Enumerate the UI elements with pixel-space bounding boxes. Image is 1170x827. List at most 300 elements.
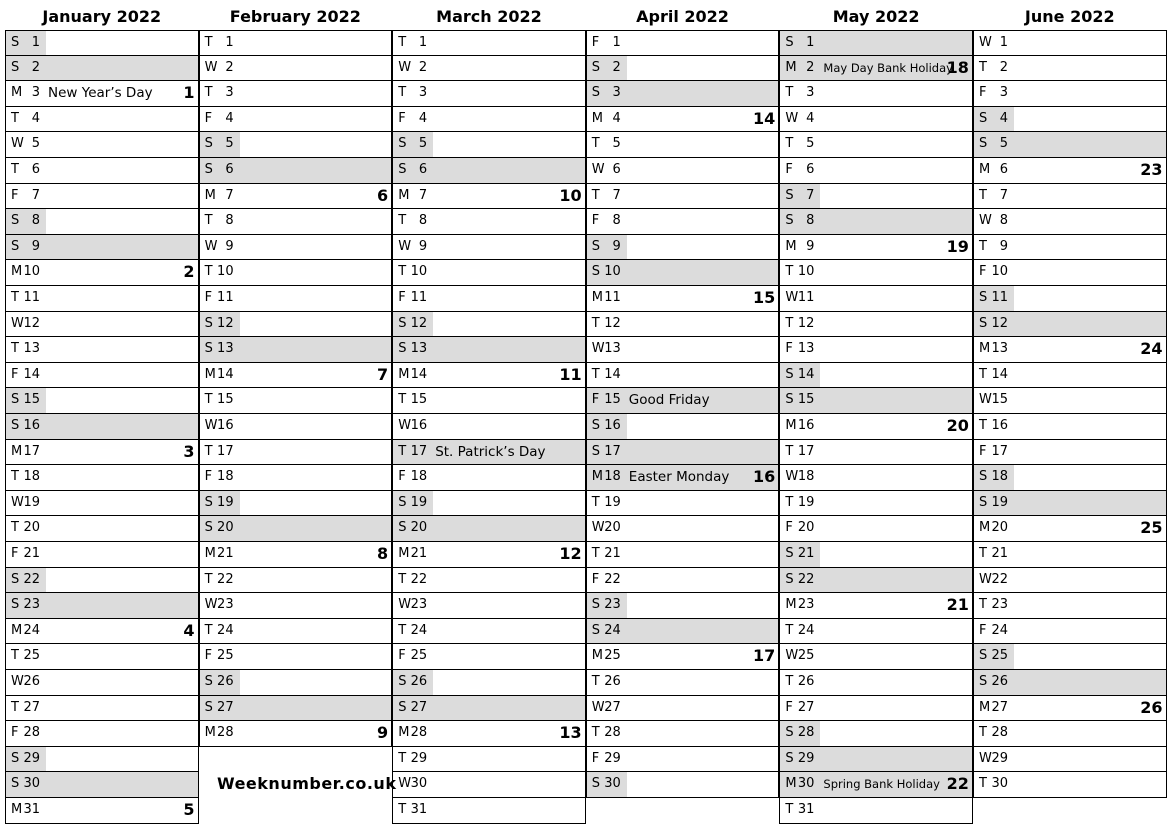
day-row [586, 721, 780, 747]
weekday-letter: S [979, 110, 988, 126]
day-row [199, 491, 393, 517]
day-row [586, 132, 780, 158]
weekday-letter: M [979, 520, 991, 536]
weekday-letter: S [204, 699, 213, 715]
week-number: 13 [559, 723, 582, 743]
day-row [586, 440, 780, 466]
day-number: 13 [410, 341, 428, 357]
weekday-letter: S [979, 469, 988, 485]
day-row [586, 30, 780, 56]
week-number: 11 [559, 364, 582, 384]
day-row [973, 388, 1167, 414]
day-row [586, 465, 780, 491]
day-number: 20 [797, 520, 815, 536]
weekday-letter: M [398, 546, 410, 561]
weekday-letter: F [979, 85, 987, 101]
weekday-letter: T [204, 35, 213, 50]
weekday-letter: T [979, 366, 987, 382]
day-row [199, 593, 393, 619]
day-row [779, 696, 973, 722]
month-title: May 2022 [832, 7, 920, 26]
day-row [199, 440, 393, 466]
weekday-letter: F [398, 648, 406, 664]
day-number: 25 [217, 648, 234, 664]
day-row [779, 158, 973, 184]
day-row [779, 542, 973, 568]
week-number: 12 [559, 544, 582, 563]
day-row [392, 30, 586, 56]
day-number: 24 [217, 622, 234, 638]
day-row [973, 260, 1167, 286]
day-number: 4 [418, 110, 428, 126]
weekday-letter: W [979, 571, 992, 587]
day-number: 5 [806, 136, 815, 152]
day-number: 17 [23, 443, 40, 459]
day-row [973, 721, 1167, 747]
day-number: 26 [410, 674, 428, 689]
day-row [973, 81, 1167, 107]
day-row [392, 644, 586, 670]
day-row [5, 388, 199, 414]
weekday-letter: T [591, 315, 600, 331]
day-row [199, 388, 393, 414]
day-row [392, 56, 586, 82]
weekday-letter: F [204, 110, 213, 126]
day-row [973, 593, 1167, 619]
day-number: 8 [999, 213, 1008, 229]
weekday-letter: S [785, 725, 794, 741]
weekday-letter: W [785, 648, 799, 664]
week-number: 16 [753, 467, 776, 487]
weekday-letter: W [11, 315, 24, 331]
day-row [779, 56, 973, 82]
day-number: 5 [31, 136, 40, 152]
weekday-letter: S [591, 85, 601, 101]
day-number: 31 [797, 802, 815, 817]
weekday-letter: S [785, 213, 794, 229]
week-number: 6 [376, 185, 389, 205]
day-number: 9 [999, 238, 1008, 254]
day-number: 30 [410, 776, 428, 792]
day-number: 15 [991, 392, 1008, 408]
day-row [5, 337, 199, 363]
day-row [973, 286, 1167, 312]
month-title: March 2022 [436, 7, 542, 26]
day-number: 30 [23, 776, 40, 792]
day-number: 29 [23, 750, 40, 766]
weekday-letter: F [398, 290, 406, 305]
day-row [586, 388, 780, 414]
month-title: January 2022 [42, 7, 162, 26]
day-row [779, 388, 973, 414]
day-number: 17 [604, 443, 621, 459]
day-row [779, 593, 973, 619]
weekday-letter: W [398, 238, 412, 254]
day-number: 26 [604, 674, 621, 689]
day-row [392, 260, 586, 286]
day-number: 4 [612, 110, 621, 126]
day-number: 13 [797, 341, 815, 357]
day-number: 23 [991, 597, 1008, 613]
day-number: 10 [23, 264, 40, 280]
day-row [973, 644, 1167, 670]
weekday-letter: T [785, 622, 794, 638]
weekday-letter: W [11, 674, 24, 689]
weekday-letter: S [11, 776, 20, 792]
day-row [586, 593, 780, 619]
day-row [779, 414, 973, 440]
weekday-letter: S [398, 674, 407, 689]
day-row [5, 491, 199, 517]
weekday-letter: T [398, 264, 407, 280]
day-row [5, 798, 199, 824]
day-number: 25 [604, 648, 621, 664]
day-row [779, 363, 973, 389]
day-number: 28 [991, 725, 1008, 741]
day-number: 2 [418, 59, 428, 75]
weekday-letter: S [785, 571, 794, 587]
day-number: 17 [217, 443, 234, 459]
holiday-label: Good Friday [628, 392, 710, 409]
weekday-letter: F [11, 366, 19, 382]
weekday-letter: S [11, 418, 20, 433]
day-row [779, 81, 973, 107]
day-row [392, 337, 586, 363]
weekday-letter: S [398, 520, 407, 536]
day-number: 30 [604, 776, 621, 792]
weekday-letter: M [398, 725, 410, 741]
day-row [586, 363, 780, 389]
day-row [779, 516, 973, 542]
day-row [586, 337, 780, 363]
weekday-letter: T [979, 546, 987, 561]
day-number: 18 [604, 469, 621, 485]
weekday-letter: S [785, 35, 794, 50]
weekday-letter: M [204, 366, 216, 382]
day-number: 7 [225, 187, 234, 203]
day-number: 24 [23, 622, 40, 638]
day-number: 20 [991, 520, 1008, 536]
weekday-letter: S [785, 187, 794, 203]
day-row [973, 465, 1167, 491]
day-number: 7 [612, 187, 621, 203]
day-number: 5 [612, 136, 621, 152]
day-number: 23 [217, 597, 234, 613]
weekday-letter: W [11, 494, 24, 510]
day-number: 14 [217, 366, 234, 382]
day-row [199, 337, 393, 363]
day-number: 5 [418, 136, 428, 152]
weekday-letter: S [591, 443, 601, 459]
day-row [392, 593, 586, 619]
day-row [973, 132, 1167, 158]
weekday-letter: W [398, 418, 412, 433]
day-row [392, 696, 586, 722]
day-row [779, 644, 973, 670]
day-row [779, 670, 973, 696]
weekday-letter: M [398, 366, 410, 382]
calendar [5, 4, 1167, 824]
month-title: April 2022 [636, 7, 729, 26]
day-number: 6 [999, 162, 1008, 177]
day-number: 27 [410, 699, 428, 715]
weekday-letter: T [398, 35, 407, 50]
day-row [392, 465, 586, 491]
week-number: 19 [946, 236, 969, 256]
week-number: 3 [183, 441, 195, 461]
weekday-letter: S [591, 597, 601, 613]
day-row [779, 30, 973, 56]
weekday-letter: M [591, 648, 604, 664]
day-row [392, 516, 586, 542]
weekday-letter: S [979, 315, 988, 331]
week-number: 8 [376, 544, 389, 563]
day-number: 6 [418, 162, 428, 177]
weekday-letter: T [204, 264, 213, 280]
day-number: 2 [31, 59, 40, 75]
day-number: 1 [612, 35, 621, 50]
day-number: 19 [217, 494, 234, 510]
day-number: 3 [806, 85, 815, 101]
day-number: 8 [612, 213, 621, 229]
day-row [5, 542, 199, 568]
day-number: 6 [806, 162, 815, 177]
day-row [5, 209, 199, 235]
day-number: 16 [604, 418, 621, 433]
day-row [392, 235, 586, 261]
day-number: 18 [217, 469, 234, 485]
day-row [5, 465, 199, 491]
day-row [973, 363, 1167, 389]
day-row [5, 593, 199, 619]
weekday-letter: T [591, 725, 600, 741]
weekday-letter: T [785, 315, 794, 331]
day-number: 26 [797, 674, 815, 689]
day-row [5, 30, 199, 56]
day-row [973, 107, 1167, 133]
day-number: 15 [410, 392, 428, 408]
day-row [586, 568, 780, 594]
day-row [199, 644, 393, 670]
weekday-letter: S [979, 674, 988, 689]
weekday-letter: F [591, 213, 600, 229]
weekday-letter: T [979, 597, 987, 613]
weekday-letter: W [11, 136, 24, 152]
day-row [199, 465, 393, 491]
weekday-letter: W [204, 59, 218, 75]
day-row [5, 619, 199, 645]
weekday-letter: T [591, 546, 600, 561]
weekday-letter: M [11, 264, 23, 280]
weekday-letter: T [591, 494, 600, 510]
day-row [779, 440, 973, 466]
weekday-letter: T [204, 571, 213, 587]
day-number: 14 [23, 366, 40, 382]
weekday-letter: S [398, 162, 407, 177]
day-number: 25 [991, 648, 1008, 664]
day-number: 22 [217, 571, 234, 587]
day-row [392, 491, 586, 517]
weekday-letter: T [785, 85, 794, 101]
week-number: 23 [1140, 160, 1163, 179]
weekday-letter: S [591, 776, 601, 792]
weekday-letter: T [785, 136, 794, 152]
day-number: 1 [31, 35, 40, 50]
weekday-letter: F [591, 392, 600, 408]
day-number: 26 [217, 674, 234, 689]
day-number: 7 [999, 187, 1008, 203]
weekday-letter: S [591, 418, 601, 433]
day-number: 3 [999, 85, 1008, 101]
day-number: 19 [23, 494, 40, 510]
weekday-letter: S [591, 59, 601, 75]
day-number: 2 [612, 59, 621, 75]
day-row [199, 132, 393, 158]
weekday-letter: F [11, 546, 19, 561]
day-row [199, 184, 393, 210]
weekday-letter: S [398, 341, 407, 357]
day-number: 9 [31, 238, 40, 254]
weekday-letter: M [204, 546, 216, 561]
weekday-letter: S [979, 136, 988, 152]
day-number: 8 [225, 213, 234, 229]
weekday-letter: M [785, 59, 797, 75]
day-row [973, 56, 1167, 82]
weekday-letter: T [204, 443, 213, 459]
weekday-letter: S [204, 520, 213, 536]
day-row [779, 721, 973, 747]
holiday-label: Spring Bank Holiday [823, 777, 940, 792]
day-row [392, 184, 586, 210]
day-number: 23 [604, 597, 621, 613]
day-row [586, 107, 780, 133]
weekday-letter: S [204, 315, 213, 331]
day-number: 7 [31, 187, 40, 203]
weekday-letter: T [11, 520, 19, 536]
day-row [5, 286, 199, 312]
week-number: 7 [376, 364, 389, 384]
weekday-letter: S [398, 494, 407, 510]
day-row [973, 696, 1167, 722]
weekday-letter: M [11, 85, 23, 101]
day-row [5, 440, 199, 466]
day-number: 4 [806, 110, 815, 126]
day-row [973, 516, 1167, 542]
week-number: 25 [1140, 518, 1163, 538]
day-row [199, 286, 393, 312]
day-row [779, 619, 973, 645]
day-row [199, 542, 393, 568]
day-row [586, 619, 780, 645]
day-row [779, 772, 973, 798]
week-number: 5 [183, 800, 195, 819]
day-row [5, 747, 199, 773]
weekday-letter: S [11, 59, 20, 75]
day-row [779, 747, 973, 773]
day-number: 16 [23, 418, 40, 433]
day-row [586, 286, 780, 312]
day-number: 13 [23, 341, 40, 357]
day-number: 14 [410, 366, 428, 382]
day-number: 1 [806, 35, 815, 50]
weekday-letter: S [979, 494, 988, 510]
day-row [779, 337, 973, 363]
day-row [973, 670, 1167, 696]
day-row [199, 721, 393, 747]
weekday-letter: S [398, 315, 407, 331]
day-row [199, 619, 393, 645]
week-number: 18 [946, 57, 969, 77]
day-row [392, 542, 586, 568]
weekday-letter: W [979, 213, 992, 229]
day-number: 5 [999, 136, 1008, 152]
day-number: 10 [797, 264, 815, 280]
day-number: 12 [604, 315, 621, 331]
weekday-letter: F [785, 162, 793, 177]
day-number: 8 [806, 213, 815, 229]
day-number: 23 [797, 597, 815, 613]
day-number: 11 [797, 290, 815, 305]
day-row [199, 107, 393, 133]
day-number: 11 [991, 290, 1008, 305]
weekday-letter: F [785, 520, 793, 536]
day-row [586, 670, 780, 696]
day-row [586, 312, 780, 338]
day-number: 11 [604, 290, 621, 305]
day-number: 6 [225, 162, 234, 177]
day-number: 19 [604, 494, 621, 510]
weekday-letter: S [11, 35, 20, 50]
weekday-letter: S [204, 341, 213, 357]
weekday-letter: F [591, 750, 600, 766]
weekday-letter: W [591, 162, 605, 177]
day-number: 28 [217, 725, 234, 741]
weekday-letter: T [591, 674, 600, 689]
day-number: 14 [991, 366, 1008, 382]
day-number: 19 [797, 494, 815, 510]
day-number: 1 [418, 35, 428, 50]
day-number: 22 [797, 571, 815, 587]
day-number: 16 [991, 418, 1008, 433]
holiday-label: New Year’s Day [48, 85, 153, 102]
day-number: 31 [23, 802, 40, 817]
weekday-letter: S [979, 648, 988, 664]
weekday-letter: M [591, 290, 604, 305]
day-number: 28 [604, 725, 621, 741]
day-row [586, 747, 780, 773]
week-number: 4 [183, 620, 195, 640]
day-row [199, 414, 393, 440]
day-row [392, 747, 586, 773]
day-number: 8 [31, 213, 40, 229]
day-row [779, 568, 973, 594]
weekday-letter: T [398, 622, 407, 638]
day-number: 18 [797, 469, 815, 485]
day-row [199, 56, 393, 82]
day-number: 9 [225, 238, 234, 254]
day-number: 31 [410, 802, 428, 817]
day-row [779, 260, 973, 286]
day-row [586, 209, 780, 235]
weekday-letter: T [591, 136, 600, 152]
day-number: 2 [806, 59, 815, 75]
day-number: 27 [797, 699, 815, 715]
weekday-letter: F [591, 35, 600, 50]
day-number: 15 [604, 392, 621, 408]
day-row [779, 209, 973, 235]
day-row [586, 260, 780, 286]
day-row [199, 312, 393, 338]
